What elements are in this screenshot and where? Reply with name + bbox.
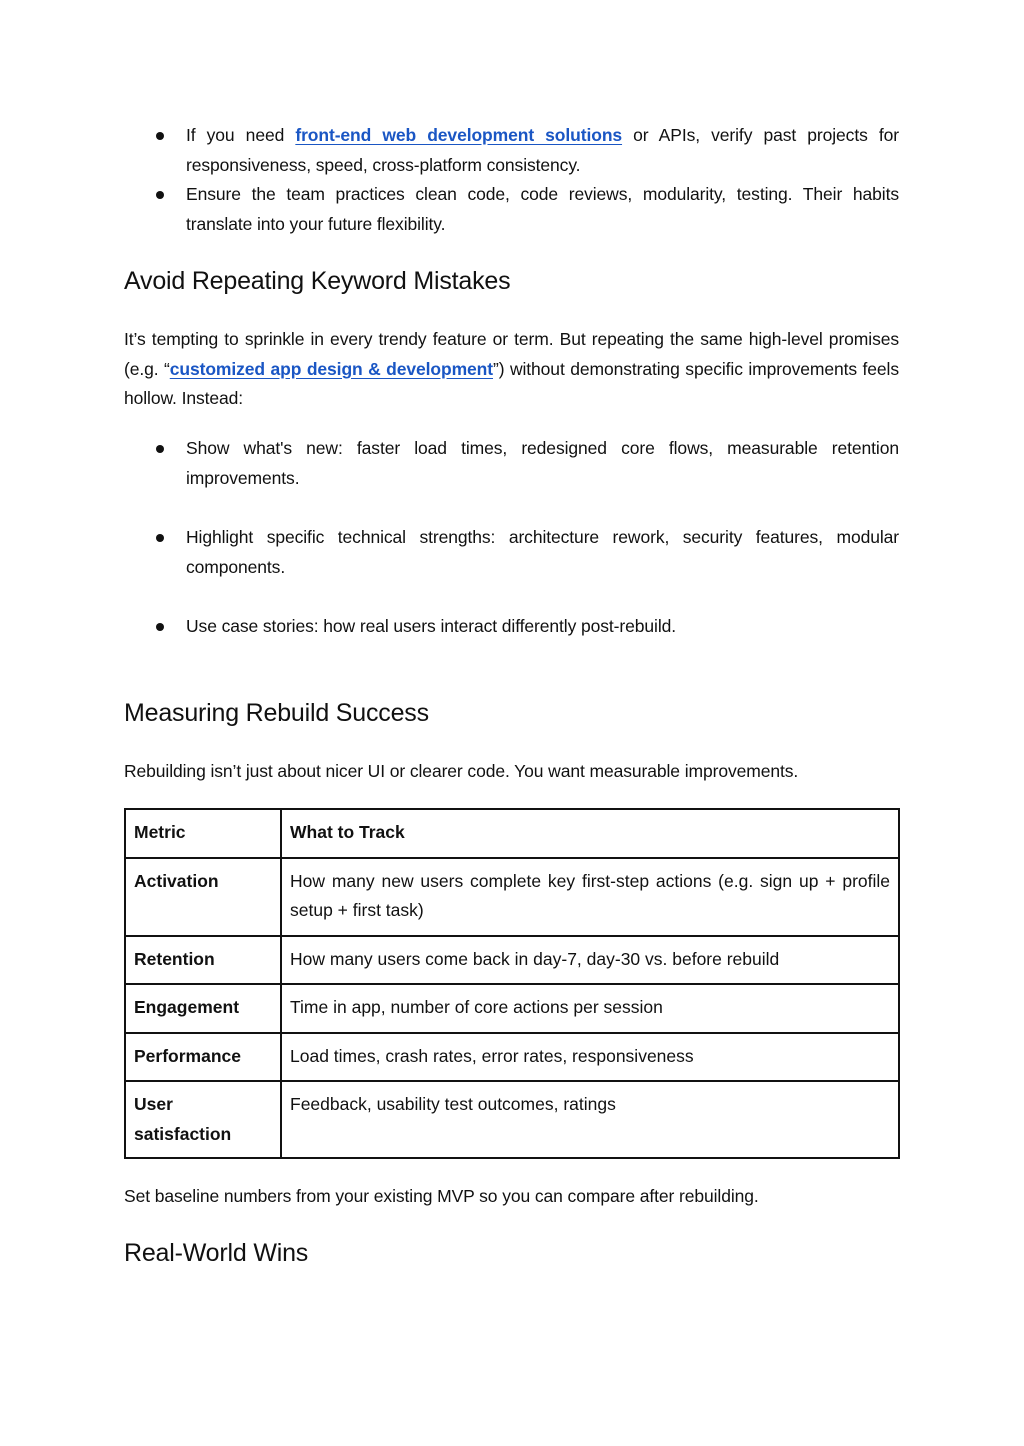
metrics-table <box>124 808 900 1159</box>
metrics-table-wrapper <box>124 808 899 1159</box>
customized-app-design-link[interactable]: customized app design & development <box>169 358 493 379</box>
list-item: If you need front-end web development solutions or APIs, verify past projects for responsiveness, speed, cross-platform consistency. <box>124 121 899 180</box>
table-row <box>125 1033 899 1082</box>
bullet-icon <box>156 132 164 140</box>
track-cell: Feedback, usability test outcomes, ratings <box>281 1081 899 1158</box>
table-header-row <box>125 809 899 858</box>
list-item: Highlight specific technical strengths: architecture rework, security features, modular components. <box>124 523 899 582</box>
intro-bullet-list <box>124 121 899 239</box>
metric-cell: User satisfaction <box>125 1081 281 1158</box>
track-cell: Load times, crash rates, error rates, responsiveness <box>281 1033 899 1082</box>
bullet-icon <box>156 191 164 199</box>
track-cell: Time in app, number of core actions per session <box>281 984 899 1033</box>
table-header-cell: What to Track <box>281 809 899 858</box>
bullet-icon <box>156 534 164 542</box>
list-item: Show what's new: faster load times, redesigned core flows, measurable retention improvements. <box>124 434 899 493</box>
section-heading-keyword-mistakes: Avoid Repeating Keyword Mistakes <box>124 267 511 295</box>
table-row <box>125 936 899 985</box>
section-heading-measuring-success: Measuring Rebuild Success <box>124 699 429 727</box>
keyword-bullet-list <box>124 434 899 642</box>
baseline-paragraph: Set baseline numbers from your existing MVP so you can compare after rebuilding. <box>124 1186 759 1206</box>
table-row <box>125 1081 899 1158</box>
measuring-intro-paragraph: Rebuilding isn’t just about nicer UI or clearer code. You want measurable improvements. <box>124 761 799 781</box>
metric-cell: Retention <box>125 936 281 985</box>
bullet-icon <box>156 445 164 453</box>
section-heading-real-world-wins: Real-World Wins <box>124 1239 309 1267</box>
list-item: Use case stories: how real users interact differently post-rebuild. <box>124 612 899 642</box>
track-cell: How many new users complete key first-step actions (e.g. sign up + profile setup + first task) <box>281 858 899 936</box>
front-end-web-development-link[interactable]: front-end web development solutions <box>295 125 623 145</box>
track-cell: How many users come back in day-7, day-30 vs. before rebuild <box>281 936 899 985</box>
metric-cell: Activation <box>125 858 281 936</box>
table-header-cell: Metric <box>125 809 281 858</box>
keyword-mistakes-paragraph: It’s tempting to sprinkle in every trendy feature or term. But repeating the same high-level promises (e.g. “customized app design & development”) without demonstrating specific improvements feels hollow. Instead: <box>124 329 899 408</box>
list-item: Ensure the team practices clean code, code reviews, modularity, testing. Their habits translate into your future flexibility. <box>124 180 899 239</box>
table-row <box>125 858 899 936</box>
table-row <box>125 984 899 1033</box>
metric-cell: Engagement <box>125 984 281 1033</box>
metric-cell: Performance <box>125 1033 281 1082</box>
bullet-icon <box>156 623 164 631</box>
